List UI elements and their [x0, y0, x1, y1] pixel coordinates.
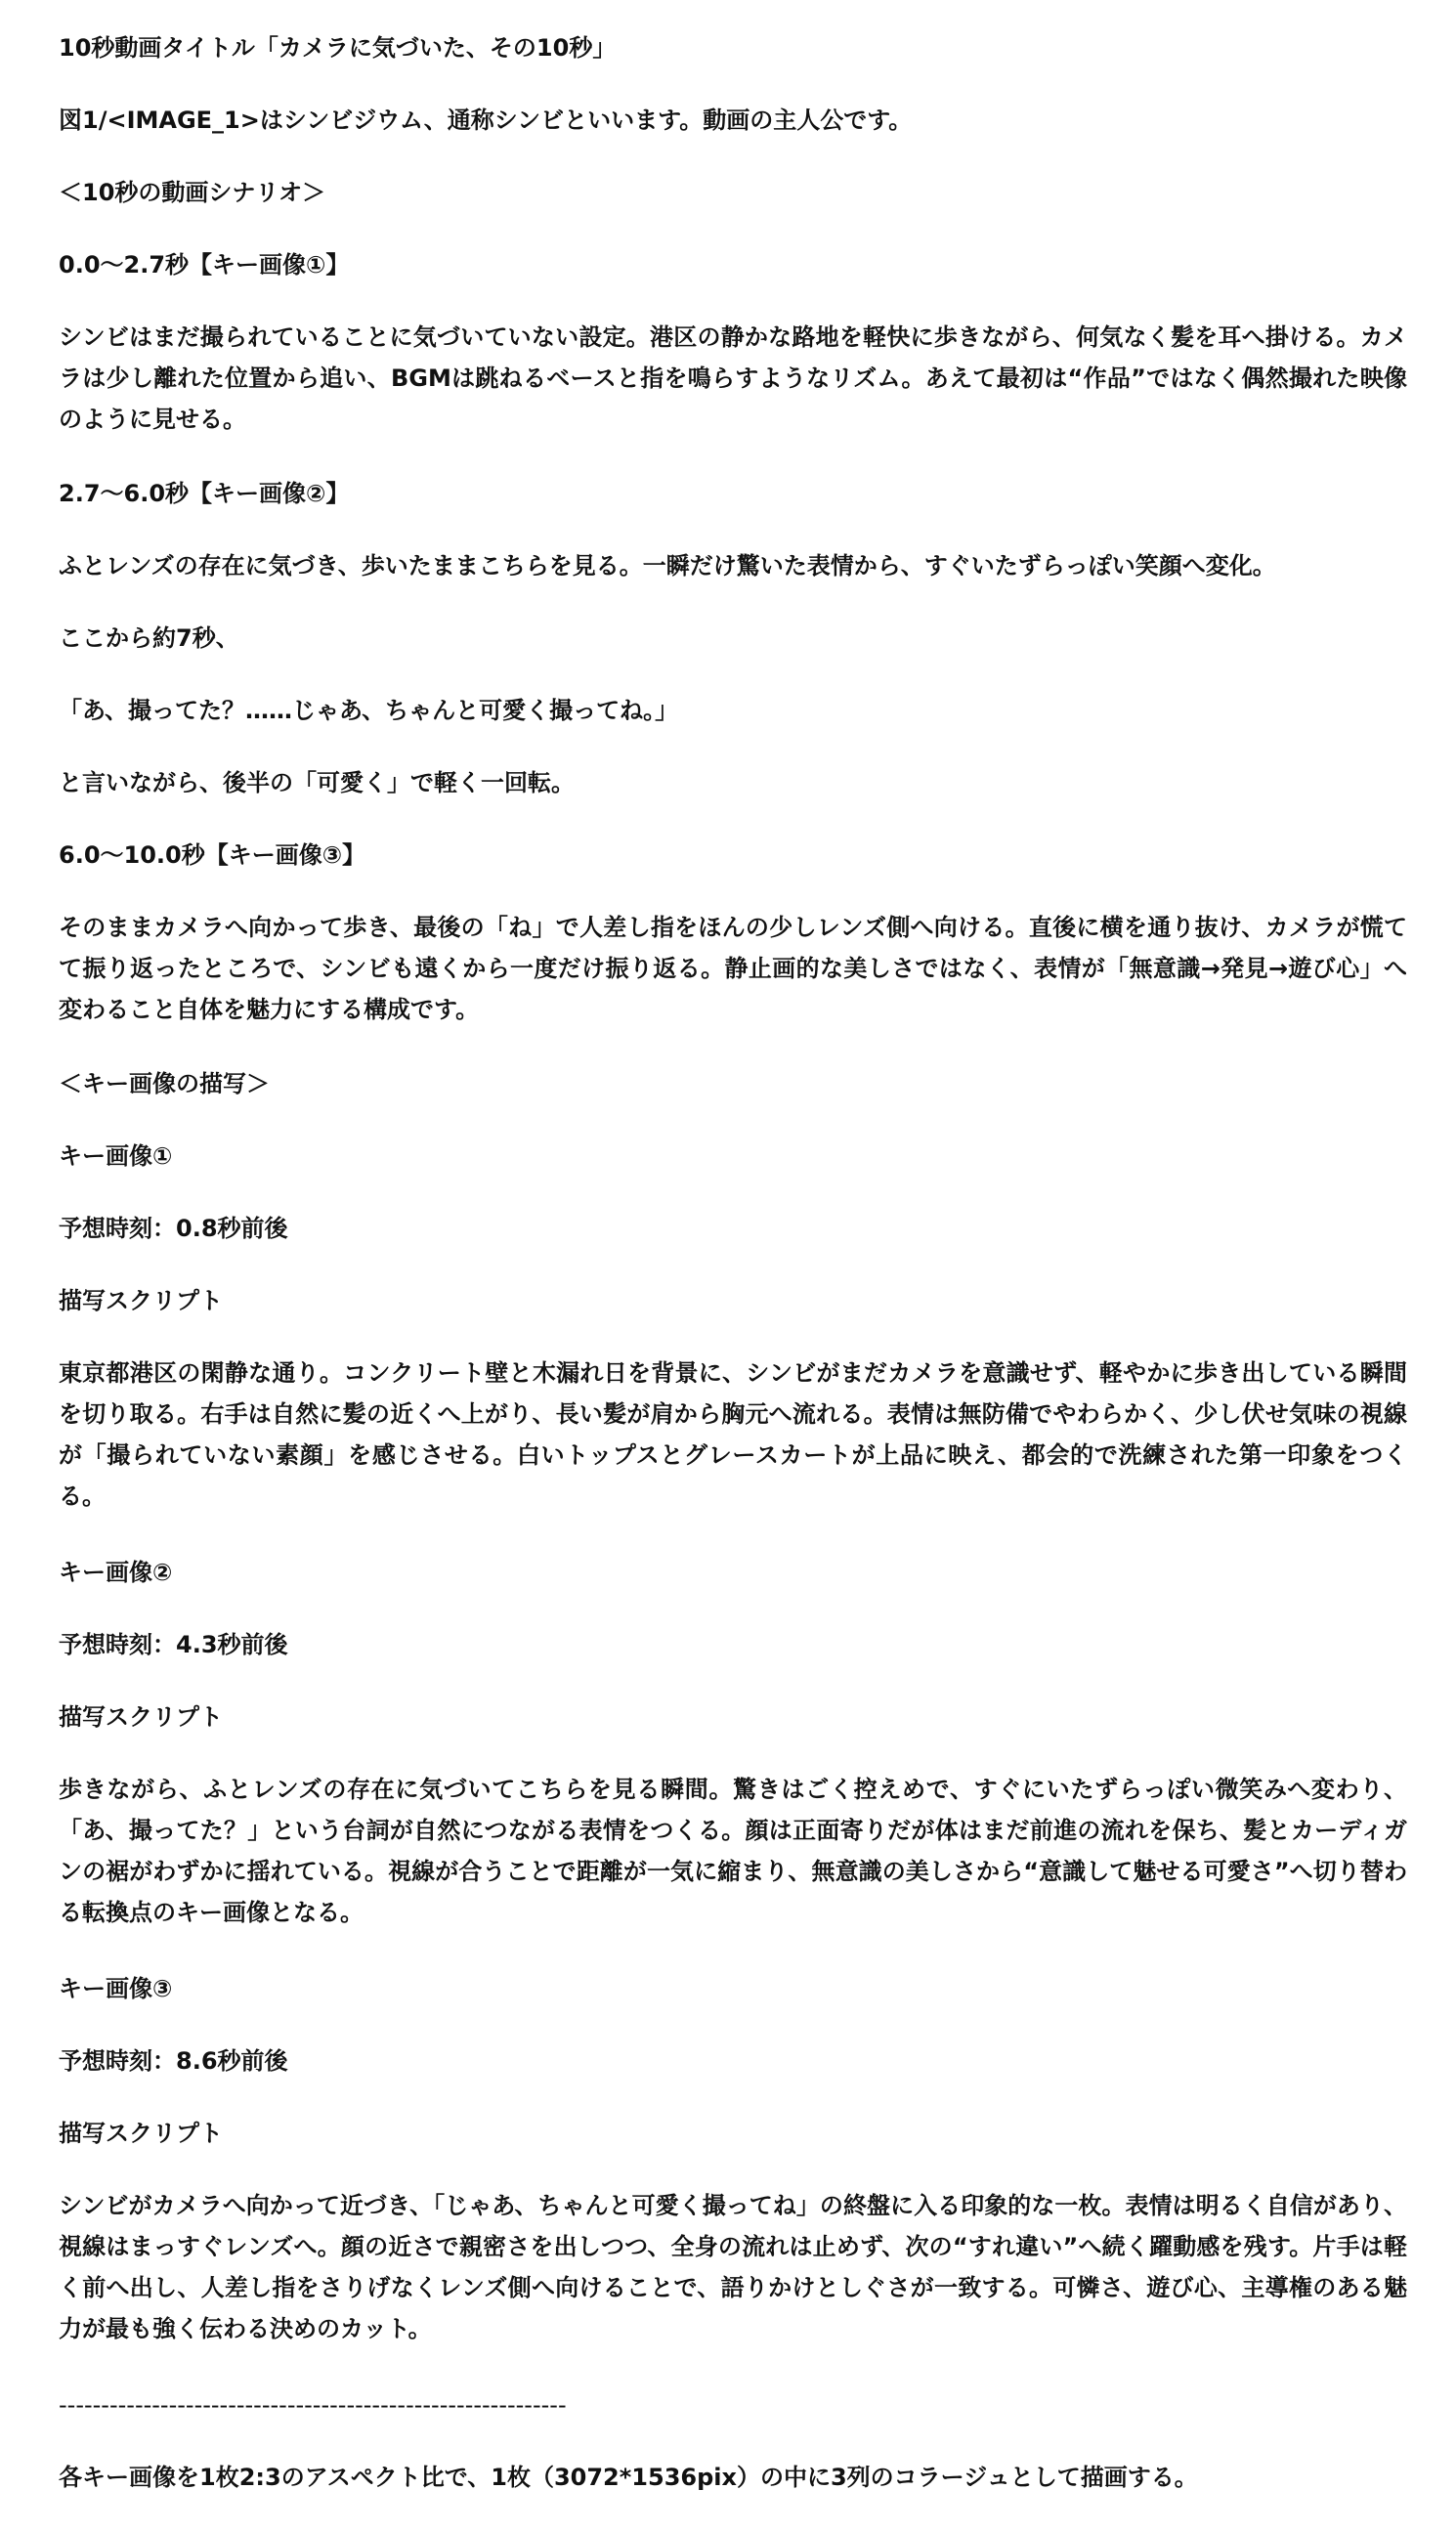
scene1-text: シンビはまだ撮られていることに気づいていない設定。港区の静かな路地を軽快に歩きながら、何気なく髪を耳へ掛ける。カメラは少し離れた位置から追い、BGMは跳ねるベースと指を鳴らすようなリズム。あえて最初は“作品”ではなく偶然撮れた映像のように見せる。 — [59, 323, 1407, 433]
scenario-heading: ＜10秒の動画シナリオ＞ — [59, 179, 326, 206]
key1-time: 予想時刻：0.8秒前後 — [59, 1215, 288, 1242]
scene2-time: 2.7〜6.0秒【キー画像②】 — [59, 480, 350, 507]
scene3-text: そのままカメラへ向かって歩き、最後の「ね」で人差し指をほんの少しレンズ側へ向ける。直後に横を通り抜け、カメラが慌てて振り返ったところで、シンビも遠くから一度だけ振り返る。静止画的な美しさではなく、表情が「無意識→発見→遊び心」へ変わること自体を魅力にする構成です。 — [59, 914, 1407, 1023]
footer-instruction: 各キー画像を1枚2:3のアスペクト比で、1枚（3072*1536pix）の中に3列のコラージュとして描画する。 — [59, 2464, 1198, 2491]
key2-script: 歩きながら、ふとレンズの存在に気づいてこちらを見る瞬間。驚きはごく控えめで、すぐにいたずらっぽい微笑みへ変わり、「あ、撮ってた？」という台詞が自然につながる表情をつくる。顔は正面寄りだが体はまだ前進の流れを保ち、髪とカーディガンの裾がわずかに揺れている。視線が合うことで距離が一気に縮まり、無意識の美しさから“意識して魅せる可愛さ”へ切り替わる転換点のキー画像となる。 — [59, 1776, 1407, 1926]
key1-script: 東京都港区の閑静な通り。コンクリート壁と木漏れ日を背景に、シンビがまだカメラを意識せず、軽やかに歩き出している瞬間を切り取る。右手は自然に髪の近くへ上がり、長い髪が肩から胸元へ流れる。表情は無防備でやわらかく、少し伏せ気味の視線が「撮られていない素顔」を感じさせる。白いトップスとグレースカートが上品に映え、都会的で洗練された第一印象をつくる。 — [59, 1359, 1408, 1510]
keyimage-heading: ＜キー画像の描写＞ — [59, 1070, 270, 1097]
scene2-text: ふとレンズの存在に気づき、歩いたままこちらを見る。一瞬だけ驚いた表情から、すぐいたずらっぽい笑顔へ変化。 — [59, 552, 1276, 580]
scene2-action: と言いながら、後半の「可愛く」で軽く一回転。 — [59, 769, 575, 796]
scene2-from-here: ここから約7秒、 — [59, 624, 239, 652]
scene2-dialogue: 「あ、撮ってた？……じゃあ、ちゃんと可愛く撮ってね。」 — [59, 697, 679, 724]
key2-label: キー画像② — [59, 1559, 173, 1586]
key3-script-label: 描写スクリプト — [59, 2120, 223, 2147]
key3-script: シンビがカメラへ向かって近づき、「じゃあ、ちゃんと可愛く撮ってね」の終盤に入る印象的な一枚。表情は明るく自信があり、視線はまっすぐレンズへ。顔の近さで親密さを出しつつ、全身の流れは止めず、次の“すれ違い”へ続く躍動感を残す。片手は軽く前へ出し、人差し指をさりげなくレンズ側へ向けることで、語りかけとしぐさが一致する。可憐さ、遊び心、主導権のある魅力が最も強く伝わる決めのカット。 — [59, 2192, 1407, 2342]
key1-script-label: 描写スクリプト — [59, 1287, 223, 1314]
divider-line: ------------------------------------------------------------ — [59, 2391, 567, 2419]
scene1-time: 0.0〜2.7秒【キー画像①】 — [59, 251, 350, 279]
key2-time: 予想時刻：4.3秒前後 — [59, 1631, 288, 1658]
scene3-time: 6.0〜10.0秒【キー画像③】 — [59, 841, 366, 869]
intro-text: 図1/<IMAGE_1>はシンビジウム、通称シンビといいます。動画の主人公です。 — [59, 107, 913, 134]
key3-label: キー画像③ — [59, 1975, 173, 2002]
key2-script-label: 描写スクリプト — [59, 1703, 223, 1731]
key3-time: 予想時刻：8.6秒前後 — [59, 2047, 288, 2075]
video-title: 10秒動画タイトル「カメラに気づいた、その10秒」 — [59, 34, 617, 62]
key1-label: キー画像① — [59, 1142, 173, 1170]
